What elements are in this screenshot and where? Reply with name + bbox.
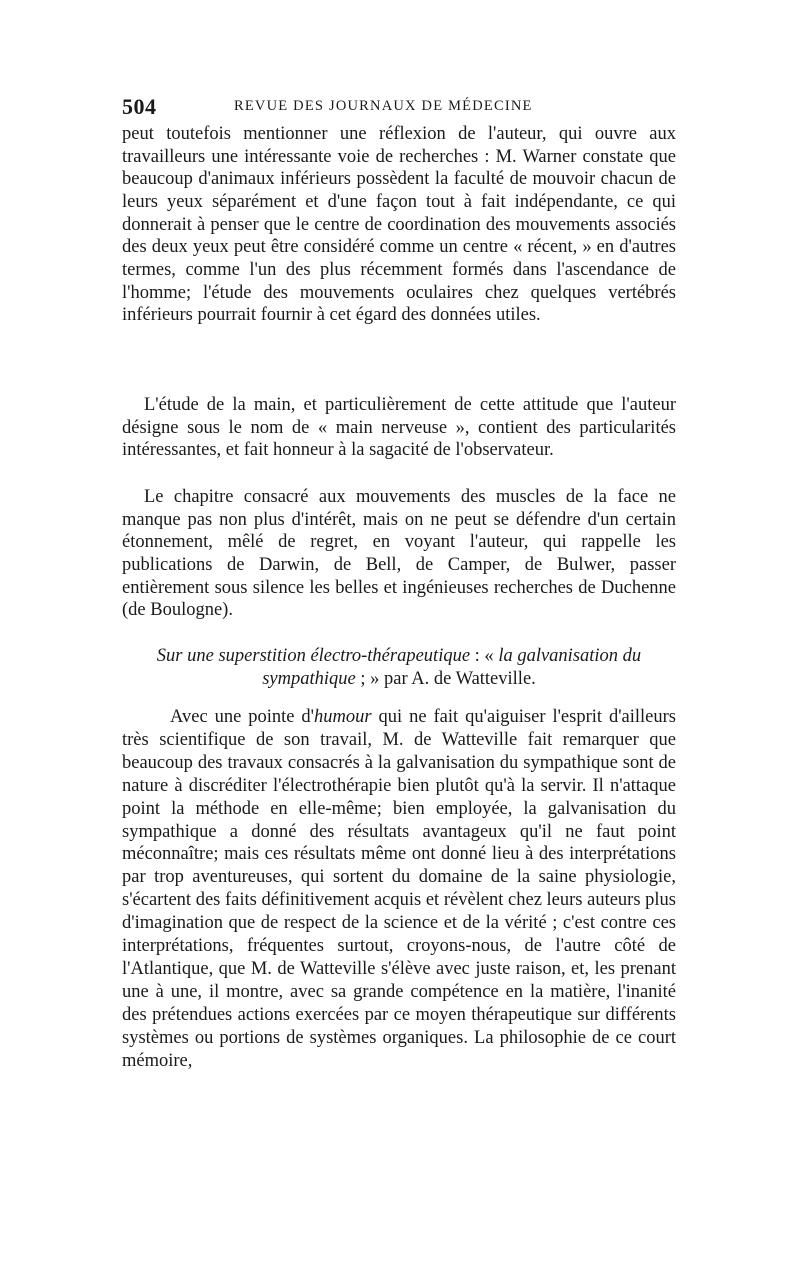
running-head [122,94,676,118]
journal-title: REVUE DES JOURNAUX DE MÉDECINE [234,98,533,114]
heading-sep: : « [470,646,499,666]
paragraph-continuation: peut toutefois mentionner une réflexion de l'auteur, qui ouvre aux travailleurs une intéressante voie de recherches : M. Warner constate que beaucoup d'animaux inférieurs possèdent la faculté de mouvoir chacun de leurs yeux séparément et d'une façon tout à fait indépendante, ce qui donnerait à penser que le centre de coordination des mouvements associés des deux yeux peut être considéré comme un centre « récent, » en d'autres termes, comme l'un des plus récemment formés dans l'ascendance de l'homme; l'étude des mouvements oculaires chez quelques vertébrés inférieurs pourrait fournir à cet égard des données utiles. [122,124,676,326]
section-heading [122,645,676,691]
page-number: 504 [122,94,157,119]
heading-subtitle-italic: la galvanisation du sympathique [262,646,642,689]
heading-author: ; » par A. de Watteville. [355,669,536,689]
heading-title-italic: Sur une superstition électro-thérapeutique [156,646,471,666]
p4-before: Avec une pointe d' [170,707,315,727]
p4-after: qui ne fait qu'aiguiser l'esprit d'ailleurs très scientifique de son travail, M. de Watteville fait remarquer que beaucoup des travaux consacrés à la galvanisation du sympathique sont de nature à discréditer l'électrothérapie bien plutôt qu'à la servir. Il n'attaque point la méthode en elle-même; bien employée, la galvanisation du sympathique a donné des résultats avantageux qu'il ne faut point méconnaître; mais ces résultats même ont donné lieu à des interprétations par trop aventureuses, qui sortent du domaine de la saine physiologie, s'écartent des faits définitivement acquis et révèlent chez leurs auteurs plus d'imagination que de respect de la science et de la vérité ; c'est contre ces interprétations, fréquentes surtout, croyons-nous, de l'autre côté de l'Atlantique, que M. de Watteville s'élève avec juste raison, et, les prenant une à une, il montre, avec sa grande compétence en la matière, l'inanité des prétendues actions exercées par ce moyen thérapeutique sur différents systèmes ou portions de systèmes organiques. La philosophie de ce court mémoire, [122,707,677,1071]
paragraph-watteville [122,706,676,1073]
p4-humour-italic: humour [314,707,372,727]
paragraph-muscles-face: Le chapitre consacré aux mouvements des muscles de la face ne manque pas non plus d'intérêt, mais on ne peut se défendre d'un certain étonnement, mêlé de regret, en voyant l'auteur, qui rappelle les publications de Darwin, de Bell, de Camper, de Bulwer, passer entièrement sous silence les belles et ingénieuses recherches de Duchenne (de Boulogne). [122,487,676,621]
paragraph-main-nerveuse: L'étude de la main, et particulièrement de cette attitude que l'auteur désigne sous le nom de « main nerveuse », contient des particularités intéressantes, et fait honneur à la sagacité de l'observateur. [122,395,676,461]
